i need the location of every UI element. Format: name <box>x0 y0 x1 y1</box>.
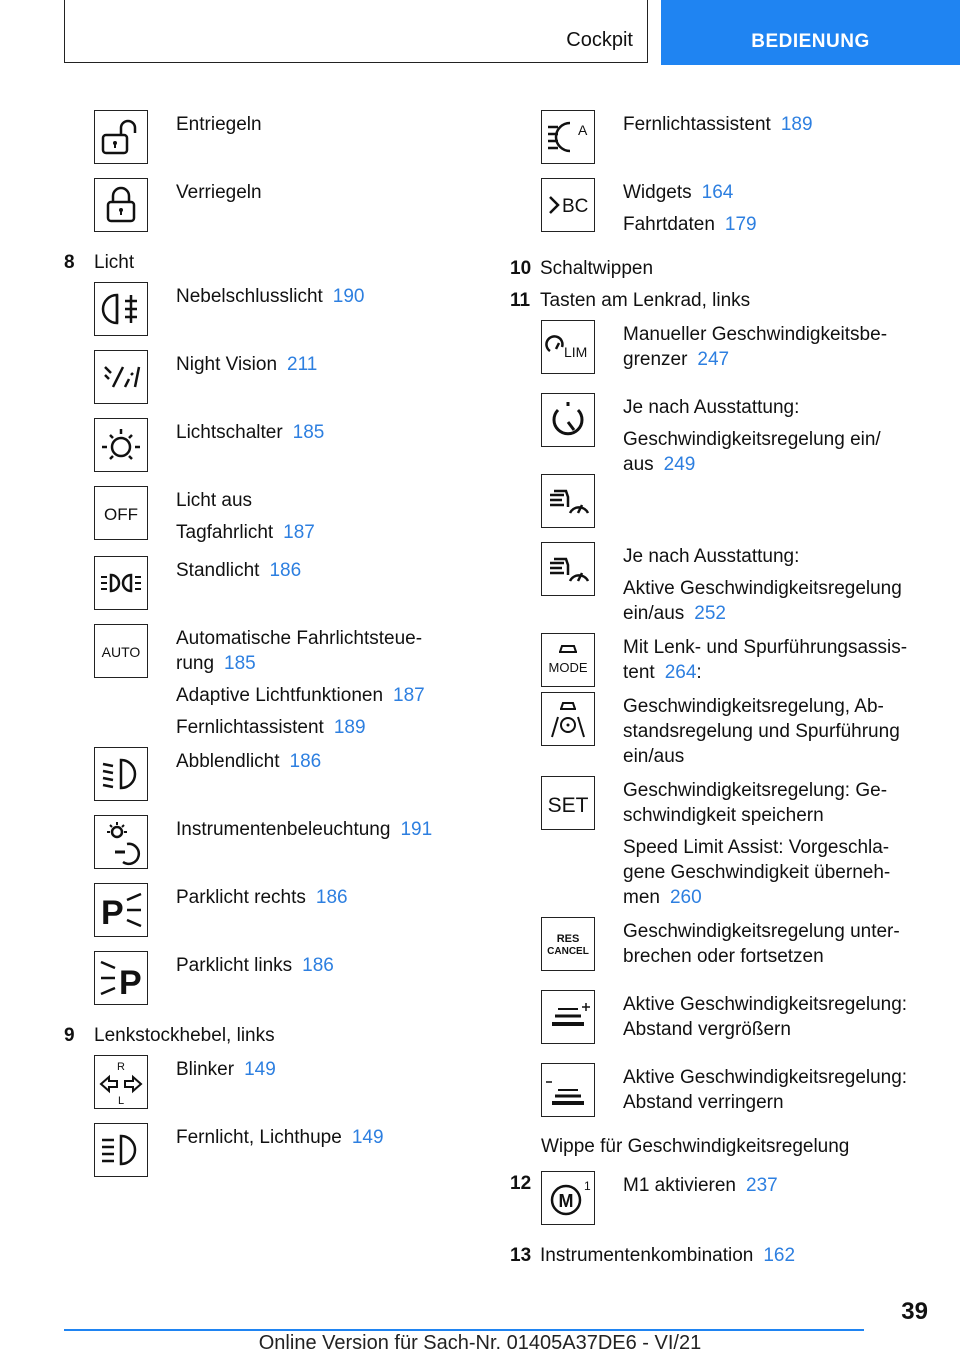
res-cancel-icon <box>541 917 595 971</box>
list-item <box>510 633 930 692</box>
item-label: gene Geschwindigkeit überneh- <box>623 862 891 883</box>
list-item <box>510 393 930 484</box>
section-number: 12 <box>510 1173 532 1194</box>
rocker-caption: Wippe für Geschwindigkeitsregelung <box>541 1136 850 1157</box>
page-ref-link[interactable]: 149 <box>244 1059 276 1080</box>
list-item <box>510 320 930 379</box>
page-ref-link[interactable]: 185 <box>224 653 256 674</box>
item-label: Je nach Ausstattung: <box>623 546 800 567</box>
list-item <box>64 178 464 232</box>
svg-text:BC: BC <box>562 196 589 217</box>
lane-assist-icon <box>541 692 595 746</box>
page-ref-link[interactable]: 186 <box>269 560 302 581</box>
svg-text:RES: RES <box>556 933 580 945</box>
page-ref-link[interactable]: 187 <box>283 522 315 543</box>
list-item <box>64 418 464 472</box>
page-ref-link[interactable]: 249 <box>663 454 696 475</box>
distance-decrease-icon <box>541 1063 595 1117</box>
section-number: 13 <box>510 1245 532 1266</box>
page-ref-link[interactable]: 162 <box>763 1245 796 1266</box>
svg-text:1: 1 <box>584 1179 591 1193</box>
section-label: Licht <box>94 252 135 273</box>
item-label: tent <box>623 662 655 683</box>
item-label: men <box>623 887 660 908</box>
item-label: Speed Limit Assist: Vorgeschla- <box>623 837 890 858</box>
item-label: Standlicht <box>176 560 260 581</box>
acc-icon <box>541 474 595 528</box>
section-12 <box>510 1171 930 1225</box>
item-label: Abstand vergrößern <box>623 1019 791 1040</box>
parking-light-left-icon <box>94 951 148 1005</box>
acc-icon <box>541 542 595 596</box>
section-10 <box>510 256 930 281</box>
list-item <box>64 1123 464 1177</box>
page-ref-link[interactable]: 211 <box>287 354 318 375</box>
section-number: 9 <box>64 1025 75 1046</box>
section-8 <box>64 250 464 275</box>
page-ref-link[interactable]: 187 <box>393 685 425 706</box>
item-label: Abstand verringern <box>623 1092 784 1113</box>
off-icon <box>94 486 148 540</box>
item-label: Fernlichtassistent <box>176 717 324 738</box>
item-label: Geschwindigkeitsregelung, Ab- <box>623 696 884 717</box>
list-item <box>64 883 464 937</box>
rear-fog-light-icon <box>94 282 148 336</box>
list-item <box>510 1063 930 1122</box>
list-item <box>64 951 464 1005</box>
item-label: Geschwindigkeitsregelung ein/ <box>623 429 881 450</box>
svg-text:L: L <box>117 1095 125 1106</box>
item-label: M1 aktivieren <box>623 1175 736 1196</box>
list-item <box>64 624 464 747</box>
item-label: Aktive Geschwindigkeitsregelung: <box>623 994 908 1015</box>
item-label: Automatische Fahrlichtsteue- <box>176 628 423 649</box>
svg-text:P: P <box>119 964 142 1002</box>
list-item <box>510 692 930 776</box>
section-label: Lenkstockhebel, links <box>94 1025 275 1046</box>
svg-text:LIM: LIM <box>564 344 588 360</box>
page-ref-link[interactable]: 186 <box>302 955 334 976</box>
svg-text:A: A <box>578 122 588 138</box>
mode-icon <box>541 633 595 687</box>
item-label: Adaptive Lichtfunktionen <box>176 685 384 706</box>
page-ref-link[interactable]: 191 <box>400 819 433 840</box>
set-icon <box>541 776 595 830</box>
svg-text:OFF: OFF <box>104 505 138 524</box>
section-number: 8 <box>64 252 75 273</box>
item-label: Tagfahrlicht <box>176 522 274 543</box>
turn-signal-icon <box>94 1055 148 1109</box>
page-ref-link[interactable]: 189 <box>333 717 366 738</box>
high-beam-assistant-icon <box>541 110 595 164</box>
list-item <box>64 556 464 610</box>
item-label: Blinker <box>176 1059 235 1080</box>
item-label: Verriegeln <box>176 182 262 203</box>
item-label: Lichtschalter <box>176 422 283 443</box>
item-label: Mit Lenk- und Spurführungsassis- <box>623 637 908 658</box>
page-ref-link[interactable]: 186 <box>315 887 348 908</box>
list-item <box>64 747 464 801</box>
section-13 <box>510 1243 930 1268</box>
footer-divider <box>64 1329 864 1331</box>
high-beam-icon <box>94 1123 148 1177</box>
item-label: ein/aus <box>623 746 685 767</box>
list-item <box>64 815 464 869</box>
parking-light-icon <box>94 556 148 610</box>
unlock-icon <box>94 110 148 164</box>
svg-text:R: R <box>117 1061 125 1073</box>
item-label: Night Vision <box>176 354 278 375</box>
header-box <box>64 0 648 63</box>
board-computer-icon <box>541 178 595 232</box>
item-label: Aktive Geschwindigkeitsregelung: <box>623 1067 908 1088</box>
page-ref-link[interactable]: 264 <box>664 662 697 683</box>
low-beam-icon <box>94 747 148 801</box>
list-item <box>64 282 464 336</box>
m1-icon <box>541 1171 595 1225</box>
item-label: Geschwindigkeitsregelung unter- <box>623 921 900 942</box>
svg-text:P: P <box>101 894 124 932</box>
svg-text:AUTO: AUTO <box>101 644 141 660</box>
item-label: rung <box>176 653 215 674</box>
list-item <box>64 350 464 404</box>
item-label: Nebelschlusslicht <box>176 286 323 307</box>
item-label: Entriegeln <box>176 114 262 135</box>
page-ref-link[interactable]: 189 <box>780 114 813 135</box>
item-label: Widgets <box>623 182 692 203</box>
page-ref-link[interactable]: 252 <box>694 603 726 624</box>
item-label: Je nach Ausstattung: <box>623 397 800 418</box>
list-item <box>510 542 930 633</box>
distance-increase-icon <box>541 990 595 1044</box>
right-column <box>510 110 930 1275</box>
night-vision-icon <box>94 350 148 404</box>
item-label: Fahrtdaten <box>623 214 715 235</box>
item-label: Fernlichtassistent <box>623 114 771 135</box>
page-ref-link[interactable]: 247 <box>697 349 730 370</box>
item-label: Manueller Geschwindigkeitsbe- <box>623 324 888 345</box>
section-11 <box>510 288 930 313</box>
list-item <box>64 1055 464 1109</box>
svg-text:MODE: MODE <box>548 660 588 675</box>
list-item <box>510 110 930 164</box>
speed-limiter-icon <box>541 320 595 374</box>
light-switch-icon <box>94 418 148 472</box>
page-ref-link[interactable]: 149 <box>351 1127 384 1148</box>
item-label: Parklicht links <box>176 955 293 976</box>
item-label: Aktive Geschwindigkeitsregelung <box>623 578 902 599</box>
item-label: Geschwindigkeitsregelung: Ge- <box>623 780 888 801</box>
item-label: ein/aus <box>623 603 685 624</box>
section-number: 10 <box>510 258 532 279</box>
svg-text:CANCEL: CANCEL <box>547 946 589 957</box>
page-ref-link[interactable]: 164 <box>701 182 734 203</box>
parking-light-right-icon <box>94 883 148 937</box>
item-label: Abblendlicht <box>176 751 280 772</box>
header-title: Cockpit <box>566 29 633 51</box>
lock-icon <box>94 178 148 232</box>
item-label: Fernlicht, Lichthupe <box>176 1127 342 1148</box>
page-ref-link[interactable]: 260 <box>669 887 702 908</box>
svg-text:SET: SET <box>547 794 589 817</box>
list-item <box>510 776 930 917</box>
section-label: Tasten am Lenkrad, links <box>540 290 751 311</box>
list-item <box>510 990 930 1049</box>
page-ref-link[interactable]: 185 <box>292 422 325 443</box>
instrument-lighting-icon <box>94 815 148 869</box>
page-ref-link[interactable]: 190 <box>332 286 365 307</box>
section-tab[interactable]: BEDIENUNG <box>661 0 960 65</box>
item-label: standsregelung und Spurführung <box>623 721 900 742</box>
section-label: Schaltwippen <box>540 258 654 279</box>
item-label: brechen oder fortsetzen <box>623 946 824 967</box>
item-label: Licht aus <box>176 490 253 511</box>
list-item <box>64 486 464 552</box>
page-ref-link[interactable]: 186 <box>289 751 322 772</box>
punctuation: : <box>696 662 702 683</box>
left-column <box>64 110 464 1177</box>
item-label: Instrumentenbeleuchtung <box>176 819 391 840</box>
item-label: Parklicht rechts <box>176 887 306 908</box>
section-label: Instrumentenkombination <box>540 1245 754 1266</box>
section-number: 11 <box>510 290 531 311</box>
page-number: 39 <box>901 1298 928 1325</box>
list-item <box>64 110 464 164</box>
cruise-control-icon <box>541 393 595 447</box>
svg-text:M: M <box>558 1191 574 1211</box>
page-ref-link[interactable]: 179 <box>724 214 757 235</box>
item-label: grenzer <box>623 349 688 370</box>
item-label: schwindigkeit speichern <box>623 805 824 826</box>
section-9 <box>64 1023 464 1048</box>
footer-text: Online Version für Sach-Nr. 01405A37DE6 - VI/21 <box>258 1332 702 1354</box>
item-label: aus <box>623 454 654 475</box>
page-ref-link[interactable]: 237 <box>746 1175 778 1196</box>
list-item <box>510 917 930 976</box>
list-item <box>510 178 930 244</box>
auto-light-icon <box>94 624 148 678</box>
